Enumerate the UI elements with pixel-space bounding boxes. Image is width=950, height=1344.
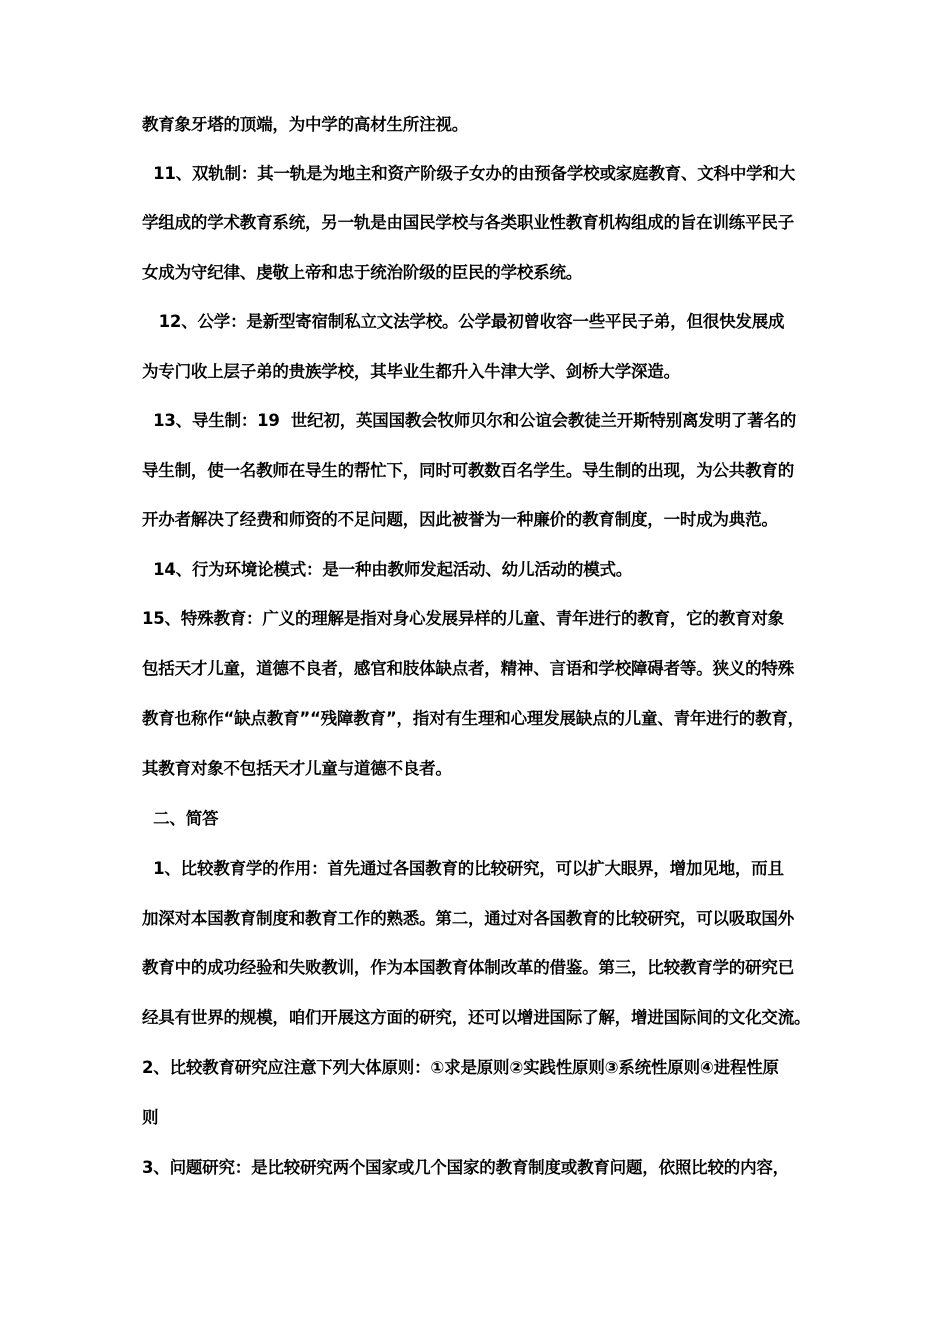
- section-heading: 二、简答: [142, 809, 219, 828]
- text-line: 导生制，使一名教师在导生的帮忙下，同时可教数百名学生。导生制的出现，为公共教育的: [142, 461, 795, 480]
- text-line: 1、比较教育学的作用：首先通过各国教育的比较研究，可以扩大眼界，增加见地，而且: [142, 859, 784, 878]
- text-line: 经具有世界的规模，咱们开展这方面的研究，还可以增进国际了解，增进国际间的文化交流。: [142, 1008, 811, 1027]
- text-line: 为专门收上层子弟的贵族学校，其毕业生都升入牛津大学、剑桥大学深造。: [142, 362, 680, 381]
- text-line: 13、导生制：19 世纪初，英国国教会牧师贝尔和公谊会教徒兰开斯特别离发明了著名的: [142, 411, 797, 430]
- text-line: 教育象牙塔的顶端，为中学的高材生所注视。: [142, 115, 469, 134]
- text-line: 教育也称作“缺点教育”“残障教育”，指对有生理和心理发展缺点的儿童、青年进行的教育，: [142, 709, 804, 728]
- text-line: 2、比较教育研究应注意下列大体原则：①求是原则②实践性原则③系统性原则④进程性原: [142, 1058, 779, 1077]
- text-line: 女成为守纪律、虔敬上帝和忠于统治阶级的臣民的学校系统。: [142, 263, 583, 282]
- text-line: 15、特殊教育：广义的理解是指对身心发展异样的儿童、青年进行的教育，它的教育对象: [142, 609, 784, 628]
- text-line: 加深对本国教育制度和教育工作的熟悉。第二，通过对各国教育的比较研究，可以吸取国外: [142, 909, 795, 928]
- text-line: 包括天才儿童，道德不良者，感官和肢体缺点者，精神、言语和学校障碍者等。狭义的特殊: [142, 659, 795, 678]
- text-line: 其教育对象不包括天才儿童与道德不良者。: [142, 759, 452, 778]
- text-line: 学组成的学术教育系统，另一轨是由国民学校与各类职业性教育机构组成的旨在训练平民子: [142, 213, 795, 232]
- text-line: 则: [142, 1108, 159, 1127]
- text-line: 3、问题研究：是比较研究两个国家或几个国家的教育制度或教育问题，依照比较的内容，: [142, 1158, 789, 1177]
- text-line: 开办者解决了经费和师资的不足问题，因此被誉为一种廉价的教育制度，一时成为典范。: [142, 510, 778, 529]
- text-line: 教育中的成功经验和失败教训，作为本国教育体制改革的借鉴。第三，比较教育学的研究已: [142, 958, 795, 977]
- text-line: 11、双轨制：其一轨是为地主和资产阶级子女办的由预备学校或家庭教育、文科中学和大: [142, 164, 796, 183]
- text-line: 12、公学：是新型寄宿制私立文法学校。公学最初曾收容一些平民子弟，但很快发展成: [142, 312, 785, 331]
- text-line: 14、行为环境论模式：是一种由教师发起活动、幼儿活动的模式。: [142, 560, 633, 579]
